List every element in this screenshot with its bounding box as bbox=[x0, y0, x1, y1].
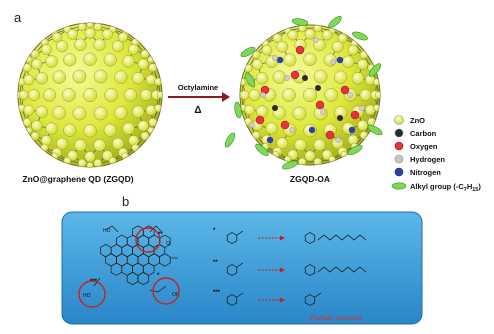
hydrogen-atom bbox=[260, 92, 265, 97]
zno-node bbox=[357, 120, 367, 130]
zno-node bbox=[138, 121, 149, 132]
zno-node bbox=[94, 70, 107, 83]
zno-node bbox=[360, 131, 368, 139]
oxygen-atom bbox=[341, 86, 349, 94]
zno-node bbox=[19, 90, 28, 99]
hydrogen-atom bbox=[313, 37, 318, 42]
zno-node bbox=[94, 39, 106, 51]
zno-node bbox=[31, 59, 42, 70]
zno-node bbox=[62, 88, 75, 101]
zno-node bbox=[41, 44, 51, 54]
zno-node bbox=[123, 55, 135, 67]
zno-node bbox=[124, 89, 137, 102]
zno-node bbox=[272, 151, 279, 158]
arrow-label: Octylamine bbox=[177, 83, 219, 92]
zno-node bbox=[87, 162, 94, 169]
zno-node bbox=[282, 88, 295, 101]
zno-node bbox=[63, 124, 76, 137]
zno-node bbox=[288, 30, 298, 40]
zno-node bbox=[74, 39, 86, 51]
zno-node bbox=[41, 144, 48, 151]
zgqd-oa-caption: ZGQD-OA bbox=[289, 174, 331, 184]
zno-node bbox=[293, 107, 306, 120]
go-label-ho: HO bbox=[103, 228, 111, 234]
zno-node bbox=[41, 135, 51, 145]
zno-node bbox=[36, 106, 48, 118]
legend-hydrogen-label: Hydrogen bbox=[410, 155, 446, 164]
panel-b-letter: b bbox=[122, 194, 130, 209]
zno-node bbox=[85, 151, 96, 162]
legend-zno-label: ZnO bbox=[410, 116, 425, 125]
zno-node bbox=[157, 92, 164, 99]
panel-a-letter: a bbox=[14, 10, 22, 25]
zno-node bbox=[26, 127, 33, 134]
zno-sphere-icon bbox=[395, 116, 404, 125]
zno-node bbox=[112, 41, 123, 52]
arrow-symbol: Δ bbox=[194, 105, 202, 116]
zno-node bbox=[256, 72, 268, 84]
legend-oxygen-label: Oxygen bbox=[410, 142, 438, 151]
oxygen-atom bbox=[351, 111, 359, 119]
legend-carbon bbox=[395, 129, 437, 138]
zno-node bbox=[102, 29, 112, 39]
hydrogen-atom bbox=[272, 55, 277, 60]
zno-node bbox=[148, 127, 155, 134]
zno-node bbox=[45, 123, 57, 135]
alkyl-group-icon bbox=[392, 183, 406, 189]
zno-node bbox=[43, 89, 56, 102]
zno-node bbox=[138, 59, 149, 70]
carbon-atom bbox=[272, 105, 278, 111]
row-marker: * bbox=[213, 228, 216, 234]
zno-node bbox=[56, 41, 67, 52]
zno-node bbox=[73, 70, 86, 83]
zno-node bbox=[294, 139, 306, 151]
zno-node bbox=[334, 71, 347, 84]
alkyl-group bbox=[292, 17, 309, 26]
zno-node bbox=[132, 106, 144, 118]
legend-carbon-label: Carbon bbox=[410, 129, 437, 138]
zno-node bbox=[305, 151, 315, 161]
zgqd-sphere bbox=[16, 21, 164, 169]
zno-node bbox=[128, 44, 138, 54]
zno-node bbox=[140, 89, 151, 100]
legend-oxygen bbox=[395, 142, 438, 151]
zgqd-caption: ZnO@graphene QD (ZGQD) bbox=[22, 174, 134, 184]
zno-node bbox=[53, 106, 66, 119]
legend-zno bbox=[395, 116, 426, 126]
hydrogen-atom-icon bbox=[395, 155, 403, 163]
oxygen-atom-icon bbox=[395, 142, 403, 150]
zno-node bbox=[128, 135, 138, 145]
carbon-atom bbox=[315, 85, 321, 91]
zno-node bbox=[31, 50, 39, 58]
zno-node bbox=[31, 132, 39, 140]
nitrogen-atom bbox=[337, 57, 343, 63]
legend bbox=[392, 116, 481, 194]
zno-node bbox=[360, 51, 368, 59]
oxygen-atom bbox=[326, 131, 334, 139]
zno-node bbox=[277, 41, 288, 52]
zno-node bbox=[273, 71, 286, 84]
zno-node bbox=[252, 59, 262, 69]
zno-node bbox=[304, 53, 317, 66]
carbon-atom-icon bbox=[395, 129, 403, 137]
zno-node bbox=[84, 124, 97, 137]
zno-node bbox=[240, 90, 249, 99]
oxygen-atom bbox=[316, 101, 324, 109]
zno-node bbox=[114, 106, 127, 119]
zno-node bbox=[322, 30, 332, 40]
reaction-arrow bbox=[168, 92, 230, 102]
zno-node bbox=[262, 45, 272, 55]
hydrogen-atom bbox=[335, 137, 340, 142]
zno-node bbox=[122, 153, 129, 160]
zno-node bbox=[114, 71, 127, 84]
zno-node bbox=[123, 123, 135, 135]
oxygen-atom bbox=[296, 46, 304, 54]
reaction-scheme-box bbox=[62, 212, 422, 324]
zno-node bbox=[56, 138, 67, 149]
nitrogen-atom bbox=[349, 127, 355, 133]
alkyl-group bbox=[327, 14, 343, 29]
zno-node bbox=[141, 50, 149, 58]
oxygen-atom bbox=[281, 121, 289, 129]
zno-node bbox=[73, 107, 86, 120]
zno-node bbox=[87, 21, 94, 28]
zno-node bbox=[244, 64, 252, 72]
zno-node bbox=[348, 45, 358, 55]
zno-node bbox=[325, 88, 338, 101]
zno-node bbox=[94, 107, 107, 120]
hydrogen-atom bbox=[284, 75, 289, 80]
zno-node bbox=[314, 70, 327, 83]
zno-node bbox=[31, 121, 42, 132]
zno-node bbox=[245, 105, 255, 115]
zno-node bbox=[67, 29, 77, 39]
zno-node bbox=[85, 28, 96, 39]
zno-node bbox=[314, 139, 326, 151]
zno-node bbox=[284, 54, 297, 67]
carbon-atom bbox=[337, 115, 343, 121]
zgqd-oa-sphere bbox=[223, 14, 383, 170]
legend-nitrogen-label: Nitrogen bbox=[410, 168, 441, 177]
hydrogen-atom bbox=[249, 122, 254, 127]
zno-node bbox=[249, 89, 260, 100]
go-label-o: O bbox=[166, 241, 170, 247]
zno-node bbox=[83, 88, 97, 102]
zno-node bbox=[266, 122, 278, 134]
zno-node bbox=[74, 139, 86, 151]
zno-node bbox=[94, 139, 106, 151]
zno-node bbox=[28, 89, 39, 100]
zno-node bbox=[303, 88, 317, 102]
legend-nitrogen bbox=[395, 168, 441, 177]
zno-node bbox=[332, 41, 343, 52]
nitrogen-atom bbox=[309, 127, 315, 133]
zno-node bbox=[45, 55, 57, 67]
zno-node bbox=[78, 23, 86, 31]
oxygen-atom bbox=[256, 116, 264, 124]
zno-node bbox=[63, 53, 76, 66]
zno-node bbox=[342, 56, 354, 68]
zno-node bbox=[51, 153, 58, 160]
zno-node bbox=[94, 159, 102, 167]
zno-node bbox=[84, 53, 97, 66]
zno-node bbox=[24, 75, 34, 85]
legend-hydrogen bbox=[395, 155, 445, 164]
alkyl-group bbox=[223, 131, 237, 148]
row-marker: ** bbox=[213, 260, 218, 266]
zno-node bbox=[26, 56, 33, 63]
zno-node bbox=[112, 138, 123, 149]
zno-node bbox=[104, 124, 117, 137]
zno-node bbox=[53, 71, 66, 84]
row-marker: *** bbox=[213, 290, 221, 296]
hydrogen-atom bbox=[347, 92, 352, 97]
zno-node bbox=[341, 151, 348, 158]
zno-node bbox=[36, 72, 48, 84]
zno-node bbox=[141, 132, 149, 140]
legend-alkyl bbox=[392, 182, 481, 193]
zno-node bbox=[148, 56, 155, 63]
zno-node bbox=[256, 106, 268, 118]
zno-node bbox=[252, 131, 260, 139]
oxygen-atom bbox=[291, 71, 299, 79]
hydrogen-atom bbox=[359, 105, 364, 110]
zno-node bbox=[305, 29, 315, 39]
hydrogen-atom bbox=[330, 59, 335, 64]
go-label-oh: OH bbox=[172, 292, 180, 298]
marker-go-1: ** bbox=[158, 232, 163, 238]
zno-node bbox=[132, 144, 139, 151]
zno-node bbox=[352, 72, 364, 84]
hydrogen-atom bbox=[320, 109, 325, 114]
zno-node bbox=[105, 88, 118, 101]
zno-node bbox=[78, 159, 86, 167]
carbon-atom bbox=[302, 75, 308, 81]
legend-alkyl-label: Alkyl group $(-C_7H_{15})$ bbox=[410, 182, 481, 193]
zno-node bbox=[357, 59, 367, 69]
zno-node bbox=[24, 105, 34, 115]
hydrogen-atom bbox=[289, 127, 294, 132]
zno-node bbox=[368, 118, 376, 126]
zno-node bbox=[360, 89, 371, 100]
zno-node bbox=[94, 23, 102, 31]
go-label-ho2: HO bbox=[83, 293, 91, 299]
zno-node bbox=[104, 53, 117, 66]
nitrogen-atom-icon bbox=[395, 168, 403, 176]
marker-go-2: *** bbox=[90, 279, 98, 285]
nitrogen-atom bbox=[267, 137, 273, 143]
marker-go-3: * bbox=[157, 273, 160, 279]
zno-node bbox=[132, 72, 144, 84]
partially-reduced-note: (Partially reduced) bbox=[308, 315, 362, 322]
zno-node bbox=[375, 92, 382, 99]
